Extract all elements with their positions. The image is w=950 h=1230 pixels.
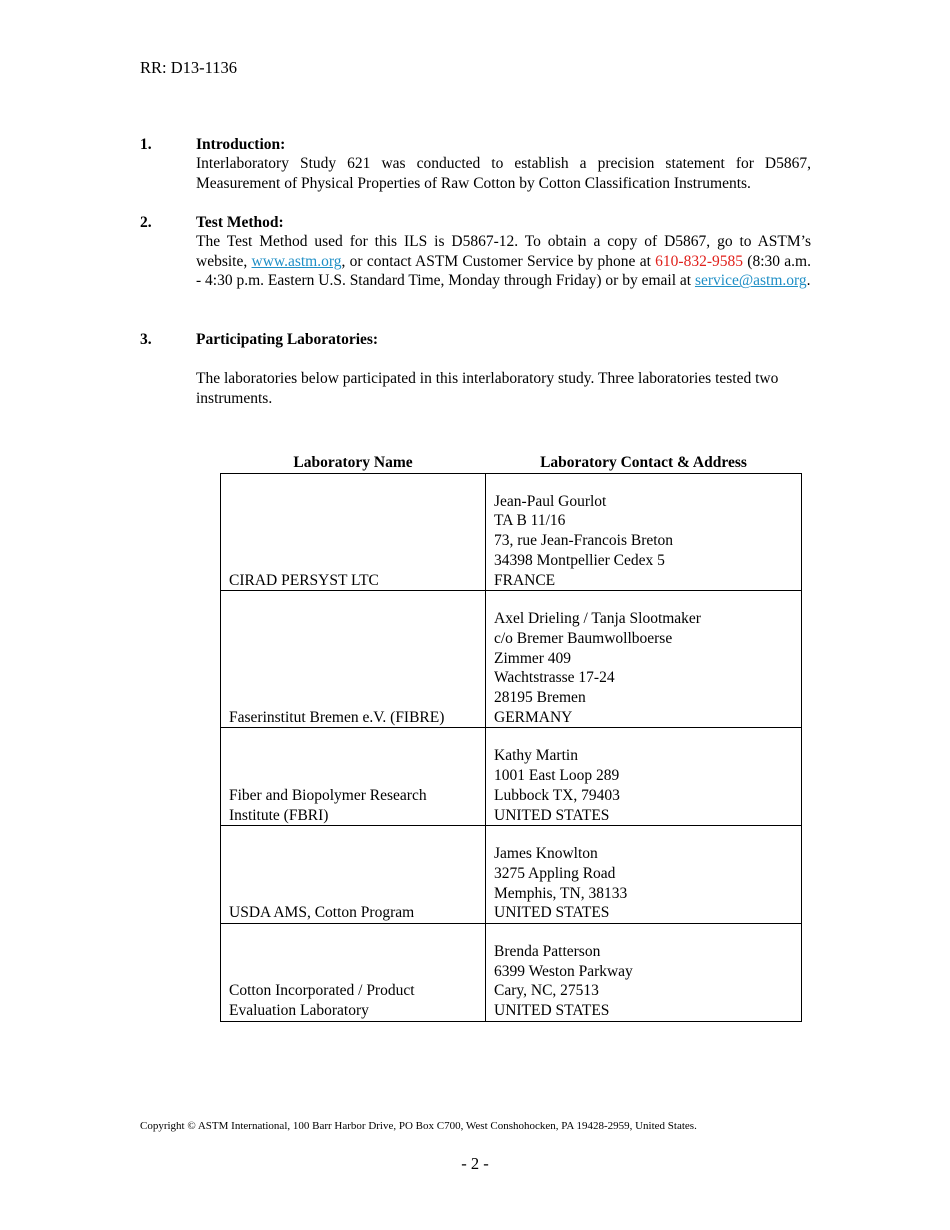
lab-address-cell [486,591,802,728]
section-1-title: Introduction: [196,136,286,153]
section-3-title: Participating Laboratories: [196,331,379,348]
lab-name-cell [221,826,486,924]
contact-name: James Knowlton [494,845,598,863]
lab-name: Evaluation Laboratory [229,1002,369,1020]
address-line: TA B 11/16 [494,512,566,530]
customer-service-phone: 610-832-9585 [655,252,743,270]
address-line: c/o Bremer Baumwollboerse [494,629,673,647]
page-number: - 2 - [461,1154,489,1173]
address-country: UNITED STATES [494,1002,610,1020]
address-country: FRANCE [494,571,556,589]
lab-name: CIRAD PERSYST LTC [229,571,379,589]
lab-address-cell [486,924,802,1022]
address-country: UNITED STATES [494,904,610,922]
section-2-text-part4: . [806,272,811,290]
section-2-text-part3: (8:30 a.m. - 4:30 p.m. Eastern U.S. Standard Time, Monday through Friday) or by email at [196,252,811,290]
lab-name-cell [221,591,486,728]
header-laboratory-name: Laboratory Name [221,451,486,473]
contact-name: Jean-Paul Gourlot [494,492,607,510]
contact-name: Brenda Patterson [494,943,601,961]
lab-name: Faserinstitut Bremen e.V. (FIBRE) [229,708,445,726]
address-line: 6399 Weston Parkway [494,962,633,980]
table-row [221,924,802,1022]
section-1-number: 1. [140,136,152,153]
copyright-footer: Copyright © ASTM International, 100 Barr Harbor Drive, PO Box C700, West Conshohocken, PA 19428-2959, United States. [140,1120,697,1132]
report-id: RR: D13-1136 [140,58,238,77]
lab-name-cell [221,924,486,1022]
lab-address-cell [486,473,802,591]
contact-name: Kathy Martin [494,747,578,765]
address-line: 1001 East Loop 289 [494,767,620,785]
address-line: Cary, NC, 27513 [494,982,599,1000]
section-1-body: Interlaboratory Study 621 was conducted to establish a precision statement for D5867, Measurement of Physical Properties of Raw Cotton by Cotton Classification Instruments. [196,155,811,192]
table-row [221,728,802,826]
address-line: 3275 Appling Road [494,864,616,882]
section-2-number: 2. [140,214,152,231]
address-line: 73, rue Jean-Francois Breton [494,532,674,550]
section-3-number: 3. [140,331,152,348]
table-row [221,591,802,728]
address-country: UNITED STATES [494,806,610,824]
lab-name: Cotton Incorporated / Product [229,982,415,1000]
address-country: GERMANY [494,708,573,726]
section-2-title: Test Method: [196,214,284,231]
lab-name-cell [221,473,486,591]
lab-name: Fiber and Biopolymer Research [229,786,427,804]
address-line: 34398 Montpellier Cedex 5 [494,551,665,569]
lab-name-cell [221,728,486,826]
service-email-link[interactable]: service@astm.org [694,272,807,290]
table-row [221,473,802,591]
address-line: Memphis, TN, 38133 [494,884,628,902]
section-2-text-part1: The Test Method used for this ILS is D5867-12. To obtain a copy of D5867, go to ASTM’s website, [196,233,811,270]
address-line: 28195 Bremen [494,689,586,707]
astm-website-link[interactable]: www.astm.org [251,252,342,270]
table-header-row [221,451,802,473]
section-3-body: The laboratories below participated in this interlaboratory study. Three laboratories tested two instruments. [196,370,779,407]
address-line: Lubbock TX, 79403 [494,786,620,804]
table-row [221,826,802,924]
contact-name: Axel Drieling / Tanja Slootmaker [494,610,701,628]
section-2-body [196,232,811,291]
lab-name: Institute (FBRI) [229,806,329,824]
address-line: Wachtstrasse 17-24 [494,669,615,687]
header-laboratory-contact: Laboratory Contact & Address [486,451,802,473]
laboratories-table [220,451,802,1022]
section-2-text-part2: , or contact ASTM Customer Service by phone at [341,252,656,270]
lab-address-cell [486,728,802,826]
lab-name: USDA AMS, Cotton Program [229,904,415,922]
address-line: Zimmer 409 [494,649,572,667]
lab-address-cell [486,826,802,924]
